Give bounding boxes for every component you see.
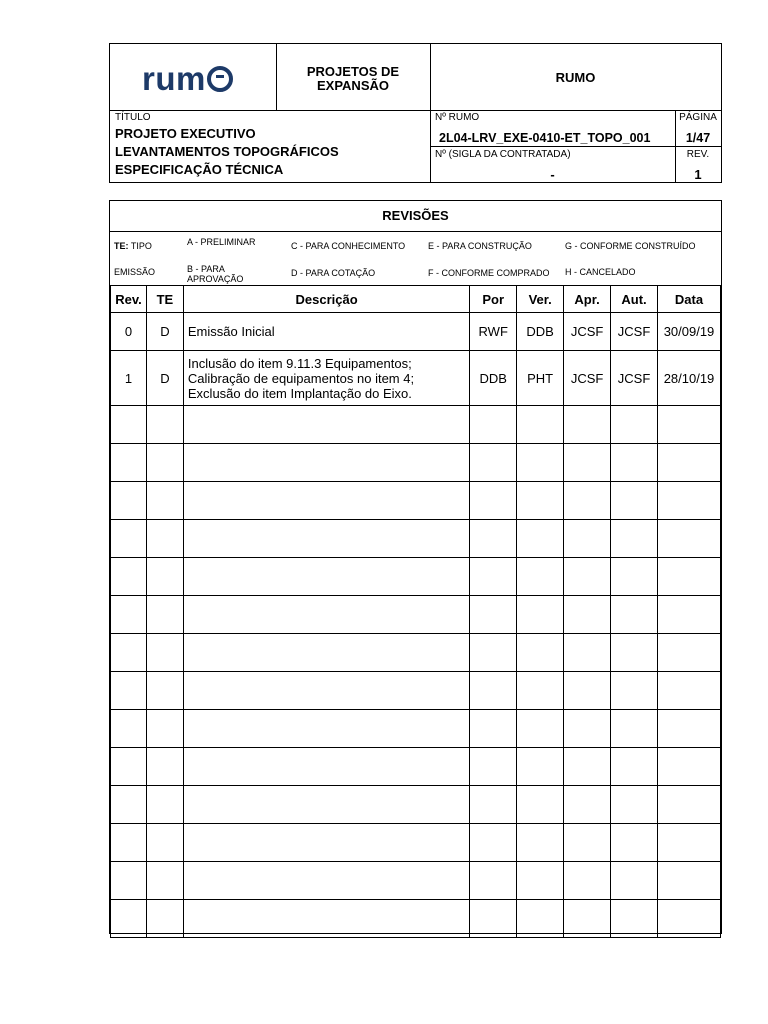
empty-cell <box>564 406 611 444</box>
empty-table-row <box>111 862 721 900</box>
title-line-2: LEVANTAMENTOS TOPOGRÁFICOS <box>115 144 339 159</box>
empty-cell <box>564 596 611 634</box>
empty-cell <box>611 900 658 938</box>
emissao-label: EMISSÃO <box>114 267 156 277</box>
legend-h: H - CANCELADO <box>565 267 636 277</box>
empty-cell <box>517 786 564 824</box>
empty-cell <box>183 786 469 824</box>
empty-cell <box>111 634 147 672</box>
empty-table-row <box>111 900 721 938</box>
legend-a: A - PRELIMINAR <box>187 237 256 247</box>
empty-cell <box>470 672 517 710</box>
empty-table-row <box>111 406 721 444</box>
company-name: RUMO <box>555 70 596 85</box>
empty-cell <box>146 786 183 824</box>
empty-cell <box>470 900 517 938</box>
empty-cell <box>564 520 611 558</box>
empty-cell <box>517 444 564 482</box>
empty-cell <box>564 558 611 596</box>
empty-cell <box>146 558 183 596</box>
empty-table-row <box>111 672 721 710</box>
empty-cell <box>470 824 517 862</box>
cell-aut: JCSF <box>611 351 658 406</box>
cell-apr: JCSF <box>564 351 611 406</box>
sigla-value: - <box>550 167 555 182</box>
col-header-apr: Apr. <box>564 286 611 313</box>
empty-cell <box>517 672 564 710</box>
empty-cell <box>564 748 611 786</box>
legend-c: C - PARA CONHECIMENTO <box>291 241 406 251</box>
empty-cell <box>111 862 147 900</box>
empty-cell <box>658 710 721 748</box>
cell-por: RWF <box>470 313 517 351</box>
empty-cell <box>564 862 611 900</box>
empty-cell <box>470 786 517 824</box>
empty-cell <box>183 406 469 444</box>
divider <box>430 44 431 182</box>
empty-cell <box>146 406 183 444</box>
empty-cell <box>183 824 469 862</box>
rev-label: REV. <box>686 149 710 160</box>
empty-cell <box>564 786 611 824</box>
revisions-title: REVISÕES <box>110 201 721 232</box>
empty-table-row <box>111 482 721 520</box>
descricao-line-1: Inclusão do item 9.11.3 Equipamentos; <box>187 355 412 371</box>
cell-descricao: Emissão Inicial <box>183 313 469 351</box>
empty-cell <box>470 862 517 900</box>
col-header-por: Por <box>470 286 517 313</box>
empty-cell <box>146 900 183 938</box>
col-header-data: Data <box>658 286 721 313</box>
empty-cell <box>183 634 469 672</box>
title-line-1: PROJETO EXECUTIVO <box>115 126 256 141</box>
empty-cell <box>183 558 469 596</box>
col-header-te: TE <box>146 286 183 313</box>
empty-cell <box>611 748 658 786</box>
empty-cell <box>111 482 147 520</box>
empty-cell <box>111 596 147 634</box>
empty-cell <box>517 710 564 748</box>
cell-data: 30/09/19 <box>658 313 721 351</box>
cell-rev: 0 <box>111 313 147 351</box>
empty-cell <box>146 444 183 482</box>
empty-cell <box>146 824 183 862</box>
empty-cell <box>658 520 721 558</box>
empty-cell <box>658 748 721 786</box>
legend-f: F - CONFORME COMPRADO <box>428 268 550 278</box>
empty-cell <box>517 482 564 520</box>
empty-cell <box>611 862 658 900</box>
empty-cell <box>517 596 564 634</box>
empty-cell <box>470 520 517 558</box>
empty-cell <box>470 558 517 596</box>
empty-cell <box>611 444 658 482</box>
col-header-aut: Aut. <box>611 286 658 313</box>
empty-cell <box>517 520 564 558</box>
section-title: PROJETOS DE EXPANSÃO <box>306 64 400 93</box>
empty-cell <box>146 634 183 672</box>
pagina-label: PÁGINA <box>679 112 717 123</box>
cell-ver: DDB <box>517 313 564 351</box>
title-line-3: ESPECIFICAÇÃO TÉCNICA <box>115 162 284 177</box>
empty-cell <box>517 558 564 596</box>
empty-cell <box>470 596 517 634</box>
n-rumo-label: Nº RUMO <box>435 112 480 123</box>
empty-cell <box>658 824 721 862</box>
empty-cell <box>183 672 469 710</box>
empty-cell <box>470 406 517 444</box>
legend-d: D - PARA COTAÇÃO <box>291 268 376 278</box>
empty-cell <box>611 824 658 862</box>
empty-cell <box>470 710 517 748</box>
empty-cell <box>183 710 469 748</box>
empty-cell <box>658 634 721 672</box>
sigla-label: Nº (SIGLA DA CONTRATADA) <box>435 149 571 160</box>
empty-table-row <box>111 444 721 482</box>
empty-cell <box>658 406 721 444</box>
empty-cell <box>111 748 147 786</box>
empty-cell <box>111 406 147 444</box>
empty-cell <box>517 634 564 672</box>
revisions-table <box>110 285 721 938</box>
empty-cell <box>183 482 469 520</box>
empty-cell <box>611 672 658 710</box>
empty-table-row <box>111 520 721 558</box>
empty-cell <box>470 482 517 520</box>
legend-b-2: APROVAÇÃO <box>187 274 244 284</box>
cell-aut: JCSF <box>611 313 658 351</box>
empty-cell <box>611 710 658 748</box>
empty-table-row <box>111 596 721 634</box>
empty-cell <box>111 710 147 748</box>
empty-cell <box>470 444 517 482</box>
empty-cell <box>564 444 611 482</box>
empty-cell <box>111 444 147 482</box>
empty-cell <box>146 748 183 786</box>
empty-cell <box>658 786 721 824</box>
empty-cell <box>658 558 721 596</box>
empty-cell <box>658 900 721 938</box>
cell-por: DDB <box>470 351 517 406</box>
table-row <box>111 351 721 406</box>
empty-cell <box>183 444 469 482</box>
empty-table-row <box>111 824 721 862</box>
table-row <box>111 313 721 351</box>
empty-cell <box>611 482 658 520</box>
cell-apr: JCSF <box>564 313 611 351</box>
rumo-logo: rum <box>142 60 233 98</box>
empty-cell <box>111 900 147 938</box>
empty-cell <box>611 520 658 558</box>
divider <box>430 146 721 147</box>
empty-cell <box>146 520 183 558</box>
empty-cell <box>564 634 611 672</box>
empty-cell <box>658 862 721 900</box>
empty-table-row <box>111 558 721 596</box>
empty-cell <box>183 520 469 558</box>
rev-value: 1 <box>694 167 702 182</box>
empty-cell <box>517 406 564 444</box>
empty-cell <box>564 482 611 520</box>
empty-cell <box>658 596 721 634</box>
cell-te: D <box>146 313 183 351</box>
empty-table-row <box>111 634 721 672</box>
descricao-line-2: Calibração de equipamentos no item 4; <box>187 370 415 386</box>
legend-b-1: B - PARA <box>187 264 225 274</box>
descricao-line-3: Exclusão do item Implantação do Eixo. <box>187 385 412 401</box>
empty-cell <box>183 596 469 634</box>
legend-e: E - PARA CONSTRUÇÃO <box>428 241 532 251</box>
empty-cell <box>564 824 611 862</box>
empty-table-row <box>111 786 721 824</box>
revisions-block <box>109 200 722 934</box>
cell-data: 28/10/19 <box>658 351 721 406</box>
col-header-rev: Rev. <box>111 286 147 313</box>
divider <box>110 110 721 111</box>
empty-cell <box>564 900 611 938</box>
tipo-label: TE: TIPO <box>114 241 152 251</box>
empty-cell <box>146 482 183 520</box>
cell-rev: 1 <box>111 351 147 406</box>
empty-cell <box>658 482 721 520</box>
n-rumo-value: 2L04-LRV_EXE-0410-ET_TOPO_001 <box>439 131 651 145</box>
empty-cell <box>564 710 611 748</box>
empty-cell <box>611 406 658 444</box>
empty-cell <box>517 748 564 786</box>
table-header-row <box>111 286 721 313</box>
empty-cell <box>111 672 147 710</box>
empty-cell <box>146 862 183 900</box>
empty-cell <box>611 596 658 634</box>
pagina-value: 1/47 <box>685 131 711 145</box>
empty-cell <box>111 558 147 596</box>
titulo-label: TÍTULO <box>115 112 151 123</box>
empty-cell <box>146 596 183 634</box>
empty-cell <box>658 672 721 710</box>
col-header-ver: Ver. <box>517 286 564 313</box>
empty-cell <box>183 862 469 900</box>
empty-cell <box>611 634 658 672</box>
empty-cell <box>517 862 564 900</box>
legend-g: G - CONFORME CONSTRUÍDO <box>565 241 696 251</box>
cell-ver: PHT <box>517 351 564 406</box>
empty-cell <box>611 786 658 824</box>
empty-cell <box>146 710 183 748</box>
document-header <box>109 43 722 183</box>
empty-cell <box>517 824 564 862</box>
empty-cell <box>183 748 469 786</box>
empty-cell <box>183 900 469 938</box>
empty-table-row <box>111 748 721 786</box>
empty-cell <box>470 748 517 786</box>
empty-cell <box>517 900 564 938</box>
cell-descricao <box>183 351 469 406</box>
empty-table-row <box>111 710 721 748</box>
empty-cell <box>564 672 611 710</box>
col-header-descricao: Descrição <box>183 286 469 313</box>
empty-cell <box>146 672 183 710</box>
empty-cell <box>658 444 721 482</box>
empty-cell <box>111 824 147 862</box>
empty-cell <box>611 558 658 596</box>
empty-cell <box>470 634 517 672</box>
cell-te: D <box>146 351 183 406</box>
empty-cell <box>111 520 147 558</box>
empty-cell <box>111 786 147 824</box>
